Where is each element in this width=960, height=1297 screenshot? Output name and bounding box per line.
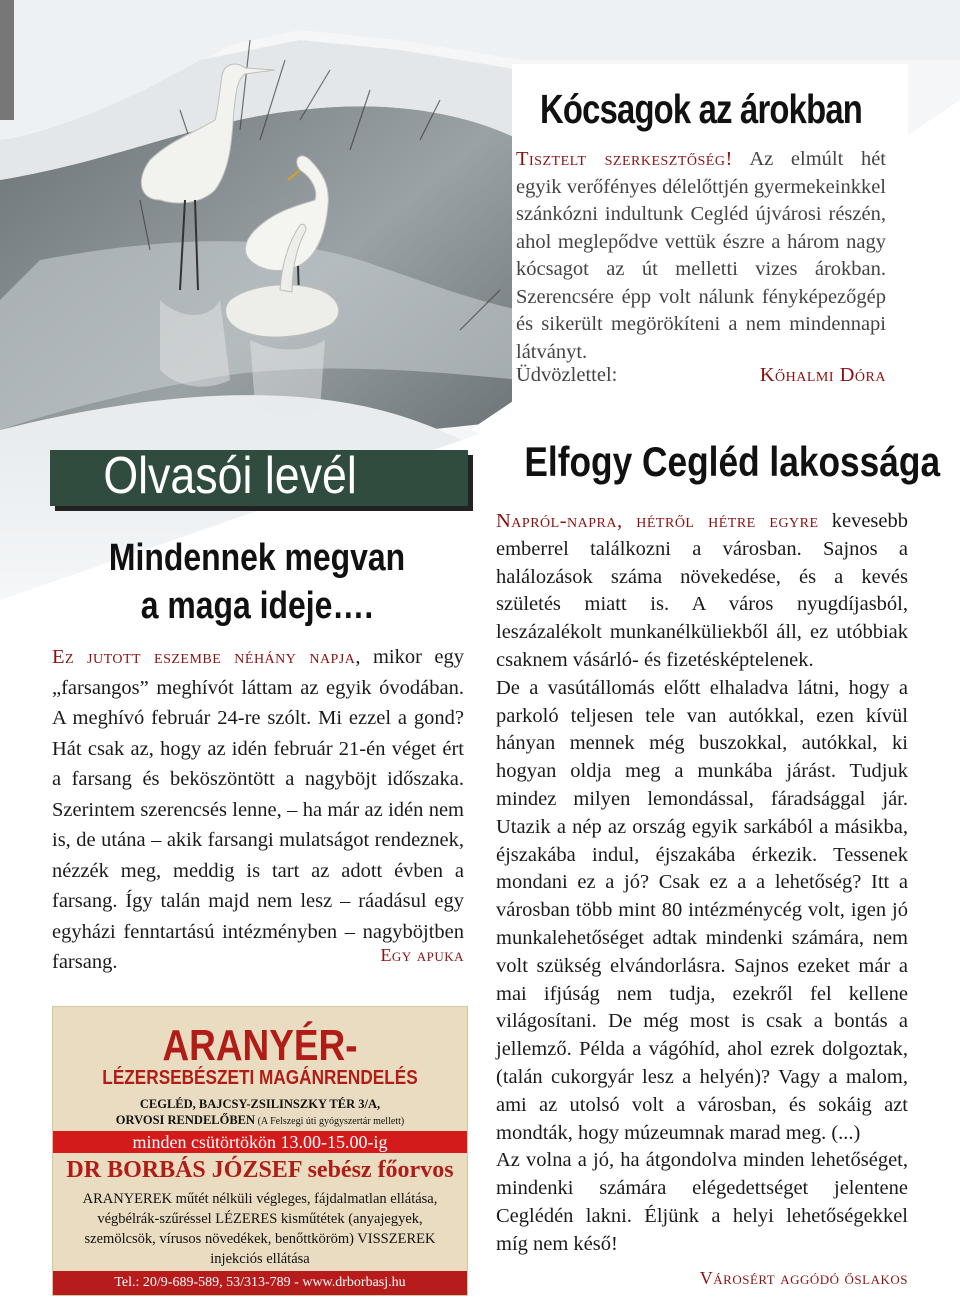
article-kocsagok-signoff [516, 364, 886, 387]
article-lakossag-body [496, 508, 908, 1259]
article-farsang-lead: Ez jutott eszembe néhány napja [52, 646, 356, 668]
article-farsang-title-line1: Mindennek megvan [108, 537, 406, 579]
ad-doctor-name: DR BORBÁS JÓZSEF sebész főorvos [66, 1157, 454, 1183]
ad-address-note: (A Felszegi úti gyógyszertár mellett) [255, 1116, 405, 1127]
ad-subtitle: LÉZERSEBÉSZETI MAGÁNRENDELÉS [102, 1067, 418, 1089]
ad-hours-bar: minden csütörtökön 13.00-15.00-ig [53, 1131, 467, 1153]
article-kocsagok-greeting: Üdvözlettel: [516, 364, 618, 386]
ad-address-bold: ORVOSI RENDELŐBEN [115, 1113, 256, 1127]
article-farsang-body [52, 642, 464, 978]
article-lakossag-text1: kevesebb emberrel találkozni a városban. Sajnos a halálozások száma növekedése, és a kevés születés miatt is. A város nyugdíjasból, leszázalékolt munkanélküliekből áll, ez utóbbiak csaknem vásárló- és fizetésképtelenek. [496, 510, 908, 671]
ad-description: ARANYEREK műtét nélküli végleges, fájdalmatlan ellátása, végbélrák-szűréssel LÉZERES kisműtétek (anyajegyek, szemölcsök, vírusos növedékek, benőttköröm) VISSZEREK injekciós ellátása [82, 1191, 438, 1267]
ad-title: ARANYÉR- [162, 1021, 358, 1070]
article-farsang-title-line2: a maga ideje…. [140, 585, 374, 627]
article-farsang-text: , mikor egy „farsangos” meghívót láttam az egyik óvodában. A meghívó február 24-re szólt. Mi ezzel a gond? Hát csak az, hogy az idén február 21-én véget ért a farsang és beköszöntött a nagyböjt időszaka. Szerintem szerencsés lenne, – ha már az idén nem is, de utána – akik farsangi mulatságot rendeznek, nézzék meg, meddig is tart az adott évben a farsang. Így talán majd nem lesz – ráadásul egy egyházi fenntartású intézményben – nagyböjtben farsang. [52, 646, 464, 973]
article-lakossag-title: Elfogy Cegléd lakossága [524, 438, 941, 485]
article-kocsagok [512, 64, 908, 404]
article-lakossag-para1 [496, 508, 908, 675]
section-banner [50, 447, 468, 506]
article-kocsagok-text: Az elmúlt hét egyik verőfényes délelőttjén gyermekeinkkel szánkózni indultunk Cegléd újvárosi részén, ahol meglepődve vettük észre a három nagy kócsagot az út melletti vizes árokban. Szerencsére épp volt nálunk fényképezőgép és sikerült megörökíteni a nem mindennapi látványt. [516, 148, 886, 363]
article-kocsagok-body [516, 146, 886, 366]
article-lakossag-signature: Városért aggódó őslakos [699, 1268, 908, 1288]
section-banner-label: Olvasói levél [103, 447, 357, 505]
article-kocsagok-lead: Tisztelt szerkesztőség! [516, 148, 733, 170]
article-lakossag-lead: Napról-napra, hétről hétre egyre [496, 510, 819, 532]
ad-address-line2 [53, 1113, 467, 1128]
article-lakossag-para3: Az volna a jó, ha átgondolva minden lehetőséget, mindenki számára elégedettséget jelentene Ceglédén lakni. Éljünk a helyi lehetőségekkel míg nem késő! [496, 1149, 908, 1255]
clinic-advertisement [52, 1006, 468, 1296]
article-farsang-title [85, 534, 429, 630]
ad-contact-bar: Tel.: 20/9-689-589, 53/313-789 - www.drborbasj.hu [53, 1271, 467, 1295]
article-farsang-signature: Egy apuka [380, 945, 464, 965]
ad-address-line1: CEGLÉD, BAJCSY-ZSILINSZKY TÉR 3/A, [139, 1097, 381, 1111]
article-kocsagok-title: Kócsagok az árokban [540, 86, 863, 132]
article-kocsagok-signature: Kőhalmi Dóra [759, 364, 886, 386]
article-lakossag-para2: De a vasútállomás előtt elhaladva látni, hogy a parkoló teljesen tele van autókkal, ezen kívül hányan mennek még buszokkal, autókkal, ki hogyan oldja meg a munkába járást. Tudjuk mindez milyen lemondással, fáradsággal jár. Utazik a nép az ország egyik sarkából a másikba, éjszakába indul, éjszakába érkezik. Tessenek mondani ez a jó? Csak ez a a lehetőség? Itt a városban több mint 80 intézménycég volt, igen jó munkalehetőséget adtak mindenki számára, nem volt szükség elvándorlásra. Sajnos ezeket már a mai ifjúság nem tudja, ezekről fel kellene világosítani. De még most is csak a bontás a jellemző. Példa a vágóhíd, ahol ezrek dolgoztak, (talán cukorgyár lesz a helyén)? Vagy a malom, ami az utolsó volt a városban, és sokáig azt mondták, hogy múzeumnak marad meg. (...) [496, 676, 908, 1144]
